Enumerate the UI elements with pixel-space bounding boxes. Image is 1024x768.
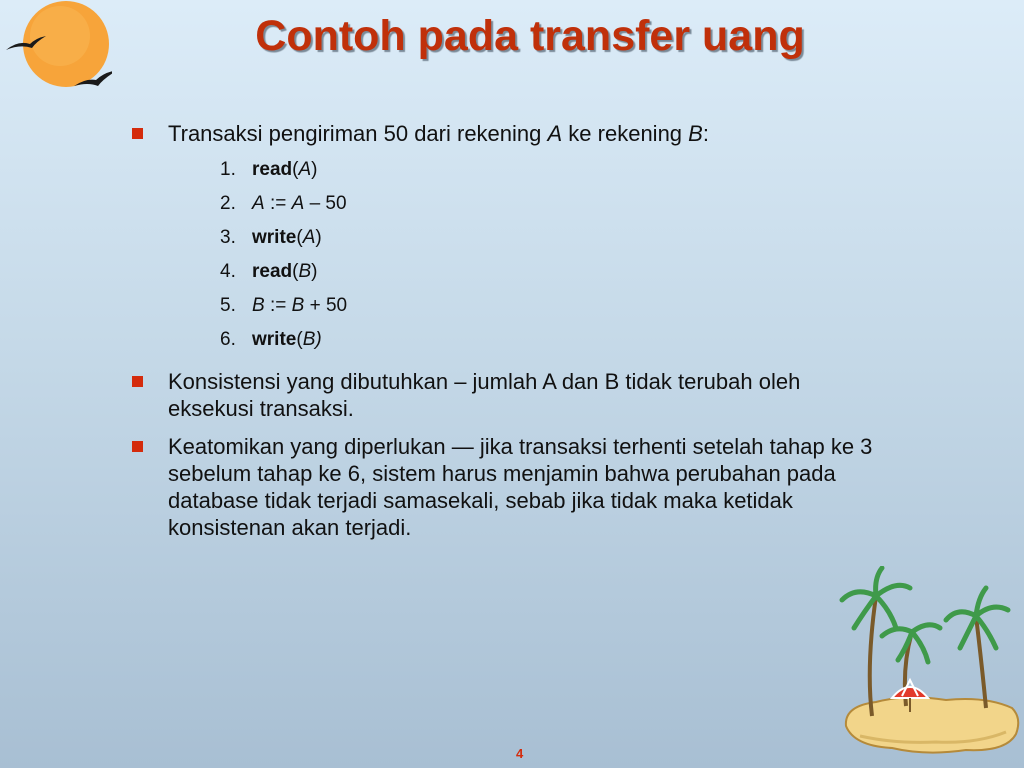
- account-b: B: [688, 121, 703, 146]
- transaction-steps: [168, 153, 890, 357]
- bullet-text-1c: :: [702, 121, 709, 146]
- slide-content: [130, 120, 890, 541]
- page-number: 4: [516, 746, 524, 761]
- square-bullet-icon: [132, 128, 143, 139]
- bullet-text-1a: Transaksi pengiriman 50 dari rekening: [168, 121, 548, 146]
- bullet-text-3: Keatomikan yang diperlukan — jika transaksi terhenti setelah tahap ke 3 sebelum tahap ke 6, sistem harus menjamin bahwa perubahan pada database tidak terjadi samasekali, sebab jika tidak maka ketidak konsistenan akan terjadi.: [168, 434, 873, 540]
- step-item: 1. read(A): [220, 159, 318, 180]
- square-bullet-icon: [132, 376, 143, 387]
- bullet-text-1b: ke rekening: [562, 121, 689, 146]
- account-a: A: [547, 121, 563, 146]
- slide-title: Contoh pada transfer uang: [255, 12, 805, 60]
- bullet-transaction: [130, 120, 890, 357]
- step-item: 5. B := B + 50: [220, 295, 348, 316]
- sun-with-birds-icon: [0, 0, 112, 92]
- step-item: 2. A := A – 50: [220, 193, 347, 214]
- palm-island-icon: [836, 566, 1024, 768]
- bullet-consistency: [130, 368, 890, 422]
- bullet-atomicity: [130, 433, 890, 541]
- square-bullet-icon: [132, 441, 143, 452]
- bullet-text-2: Konsistensi yang dibutuhkan – jumlah A dan B tidak terubah oleh eksekusi transaksi.: [168, 369, 801, 421]
- step-item: 4. read(B): [220, 261, 318, 282]
- step-item: 6. write(B): [220, 329, 322, 350]
- step-item: 3. write(A): [220, 227, 322, 248]
